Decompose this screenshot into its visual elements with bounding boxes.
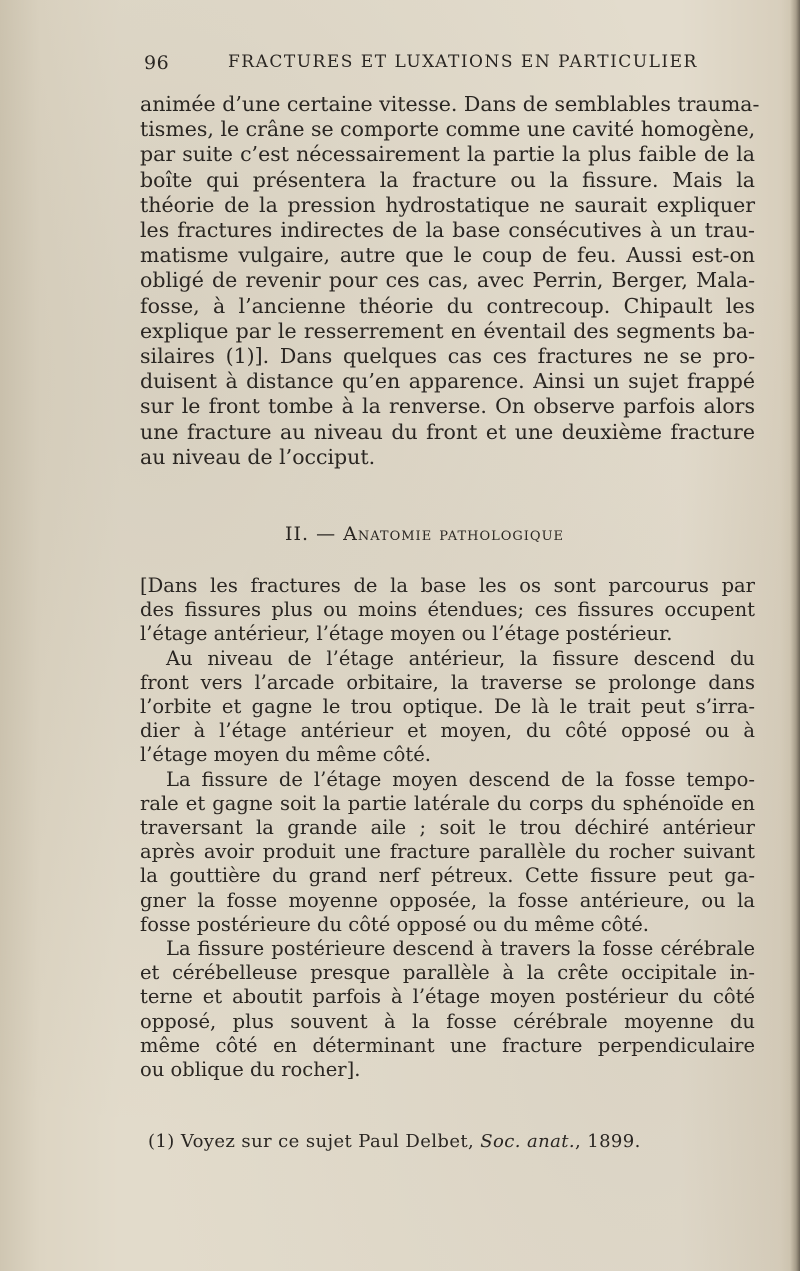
- text-line: l’étage antérieur, l’étage moyen ou l’étage postérieur.: [140, 622, 673, 646]
- text-line: au niveau de l’occiput.: [140, 444, 376, 469]
- text-line: Au niveau de l’étage antérieur, la fissure descend du: [166, 646, 755, 670]
- text-line: rale et gagne soit la partie latérale du corps du sphénoïde en: [140, 791, 755, 815]
- footnote-journal: Soc. anat.: [480, 1131, 575, 1152]
- text-line: terne et aboutit parfois à l’étage moyen postérieur du côté: [140, 985, 755, 1009]
- paragraph-pathological-anatomy: [140, 574, 755, 1082]
- text-line: après avoir produit une fracture parallèle du rocher suivant: [140, 840, 755, 864]
- text-line: tismes, le crâne se comporte comme une cavité homogène,: [140, 117, 756, 142]
- text-line: animée d’une certaine vitesse. Dans de semblables trauma-: [140, 92, 760, 116]
- text-line: matisme vulgaire, autre que le coup de feu. Aussi est-on: [140, 243, 755, 268]
- text-line: sur le front tombe à la renverse. On observe parfois alors: [140, 394, 755, 419]
- footnote: [148, 1131, 641, 1152]
- section-heading: [285, 523, 645, 545]
- text-line: traversant la grande aile ; soit le trou déchiré antérieur: [140, 816, 755, 840]
- text-line: opposé, plus souvent à la fosse cérébrale moyenne du: [140, 1009, 755, 1033]
- section-numeral: II. —: [285, 523, 344, 545]
- running-title: FRACTURES ET LUXATIONS EN PARTICULIER: [228, 52, 698, 72]
- text-line: et cérébelleuse presque parallèle à la crête occipitale in-: [140, 961, 755, 985]
- page-header: [140, 52, 760, 80]
- page-edge-shadow: [790, 0, 800, 1271]
- text-line: théorie de la pression hydrostatique ne saurait expliquer: [140, 192, 755, 217]
- text-line: La fissure postérieure descend à travers la fosse cérébrale: [166, 937, 755, 961]
- text-line: une fracture au niveau du front et une deuxième fracture: [140, 419, 755, 444]
- text-line: boîte qui présentera la fracture ou la fissure. Mais la: [140, 167, 755, 192]
- text-line: les fractures indirectes de la base consécutives à un trau-: [140, 218, 755, 243]
- footnote-text: (1) Voyez sur ce sujet Paul Delbet,: [148, 1131, 481, 1152]
- page-number: 96: [144, 52, 170, 74]
- text-line: la gouttière du grand nerf pétreux. Cette fissure peut ga-: [140, 864, 755, 888]
- text-line: [Dans les fractures de la base les os sont parcourus par: [140, 574, 755, 597]
- text-line: fosse, à l’ancienne théorie du contrecoup. Chipault les: [140, 293, 755, 318]
- text-line: des fissures plus ou moins étendues; ces fissures occupent: [140, 598, 755, 622]
- text-line: dier à l’étage antérieur et moyen, du côté opposé ou à: [140, 719, 755, 743]
- text-line: obligé de revenir pour ces cas, avec Perrin, Berger, Mala-: [140, 268, 755, 293]
- text-line: par suite c’est nécessairement la partie la plus faible de la: [140, 142, 755, 167]
- text-line: gner la fosse moyenne opposée, la fosse antérieure, ou la: [140, 888, 755, 912]
- text-line: La fissure de l’étage moyen descend de la fosse tempo-: [166, 767, 755, 791]
- text-line: duisent à distance qu’en apparence. Ainsi un sujet frappé: [140, 369, 755, 394]
- text-line: explique par le resserrement en éventail des segments ba-: [140, 318, 755, 343]
- text-line: front vers l’arcade orbitaire, la traverse se prolonge dans: [140, 670, 755, 694]
- section-title: Anatomie pathologique: [343, 523, 565, 545]
- text-line: ou oblique du rocher].: [140, 1058, 361, 1082]
- footnote-year: , 1899.: [574, 1131, 641, 1152]
- text-line: l’orbite et gagne le trou optique. De là le trait peut s’irra-: [140, 695, 755, 719]
- text-line: silaires (1)]. Dans quelques cas ces fractures ne se pro-: [140, 344, 755, 369]
- paragraph-contrecoup-theory: [140, 92, 760, 470]
- text-line: même côté en déterminant une fracture perpendiculaire: [140, 1033, 755, 1057]
- text-line: fosse postérieure du côté opposé ou du même côté.: [140, 912, 649, 936]
- text-line: l’étage moyen du même côté.: [140, 743, 431, 767]
